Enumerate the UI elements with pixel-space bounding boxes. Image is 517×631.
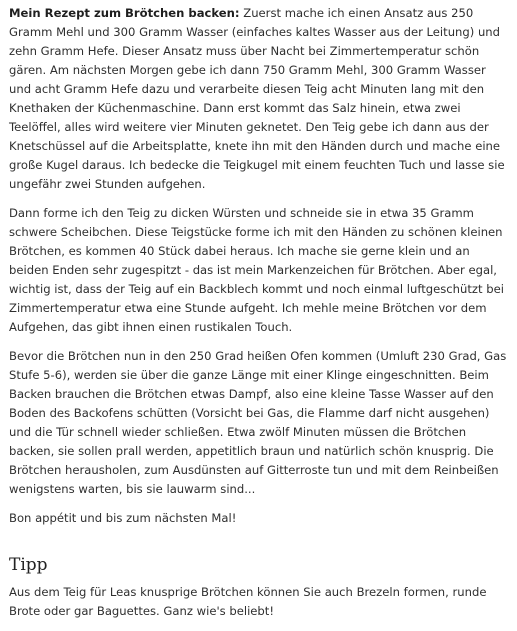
recipe-intro-heading: Mein Rezept zum Brötchen backen:: [9, 6, 240, 20]
recipe-intro-paragraph: [9, 4, 509, 194]
tip-paragraph: Aus dem Teig für Leas knusprige Brötchen können Sie auch Brezeln formen, runde Brote oder gar Baguettes. Ganz wie's beliebt!: [9, 585, 487, 618]
baking-paragraph: Bevor die Brötchen nun in den 250 Grad heißen Ofen kommen (Umluft 230 Grad, Gas Stufe 5-6), werden sie über die ganze Länge mit einer Klinge eingeschnitten. Beim Backen brauchen die Brötchen etwas Dampf, also eine kleine Tasse Wasser auf den Boden des Backofens schütten (Vorsicht bei Gas, die Flamme darf nicht ausgehen) und die Tür schnell wieder schließen. Etwa zwölf Minuten müssen die Brötchen backen, sie sollen prall werden, appetitlich braun und natürlich schön knusprig. Die Brötchen herausholen, zum Ausdünsten auf Gitterroste tun und mit dem Reinbeißen wenigstens warten, bis sie lauwarm sind...: [9, 349, 507, 496]
closing-line: Bon appétit und bis zum nächsten Mal!: [9, 511, 237, 525]
tip-heading: Tipp: [9, 555, 48, 575]
recipe-article: [9, 4, 509, 631]
shaping-paragraph: Dann forme ich den Teig zu dicken Würsten und schneide sie in etwa 35 Gramm schwere Scheibchen. Diese Teigstücke forme ich mit den Händen zu schönen kleinen Brötchen, es kommen 40 Stück dabei heraus. Ich mache sie gerne klein und an beiden Enden sehr zugespitzt - das ist mein Markenzeichen für Brötchen. Aber egal, wichtig ist, dass der Teig auf ein Backblech kommt und noch einmal luftgeschützt bei Zimmertemperatur etwa eine Stunde aufgeht. Ich mehle meine Brötchen vor dem Aufgehen, das gibt ihnen einen rustikalen Touch.: [9, 206, 504, 334]
recipe-intro-text: Zuerst mache ich einen Ansatz aus 250 Gramm Mehl und 300 Gramm Wasser (einfaches kaltes Wasser aus der Leitung) und zehn Gramm Hefe. Dieser Ansatz muss über Nacht bei Zimmertemperatur schön gären. Am nächsten Morgen gebe ich dann 750 Gramm Mehl, 300 Gramm Wasser und acht Gramm Hefe dazu und verarbeite diesen Teig acht Minuten lang mit den Knethaken der Küchenmaschine. Dann erst kommt das Salz hinein, etwa zwei Teelöffel, alles wird weitere vier Minuten geknetet. Den Teig gebe ich dann aus der Knetschüssel auf die Arbeitsplatte, knete ihn mit den Händen durch und mache eine große Kugel daraus. Ich bedecke die Teigkugel mit einem feuchten Tuch und lasse sie ungefähr zwei Stunden aufgehen.: [9, 6, 505, 191]
